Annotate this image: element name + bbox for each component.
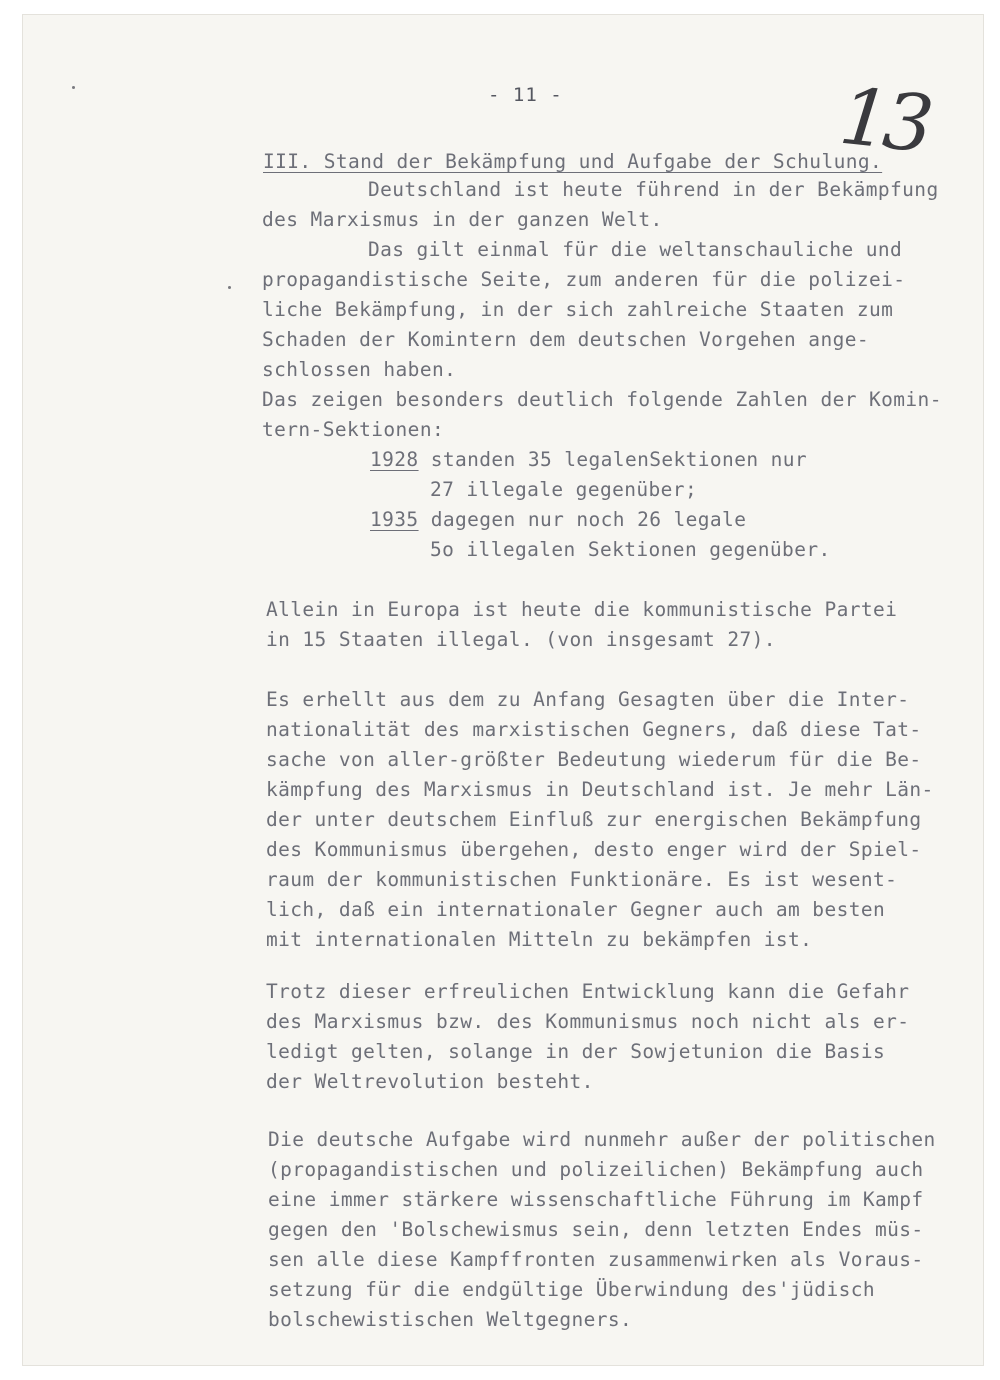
paper-speck	[228, 286, 231, 289]
text-line: Schaden der Komintern dem deutschen Vorgehen ange-	[262, 328, 869, 351]
document-page	[22, 14, 984, 1366]
text-line: der unter deutschem Einfluß zur energischen Bekämpfung	[266, 808, 922, 831]
handwritten-folio-number: 13	[835, 71, 932, 171]
text-line: des Kommunismus übergehen, desto enger wird der Spiel-	[266, 838, 922, 861]
text-line: sache von aller-größter Bedeutung wiederum für die Be-	[266, 748, 922, 771]
text-line: Trotz dieser erfreulichen Entwicklung kann die Gefahr	[266, 980, 910, 1003]
text-line: der Weltrevolution besteht.	[266, 1070, 594, 1093]
stat-text: dagegen nur noch 26 legale	[418, 508, 747, 531]
text-line: Deutschland ist heute führend in der Bekämpfung	[368, 178, 939, 201]
text-line: lich, daß ein internationaler Gegner auch am besten	[266, 898, 886, 921]
stat-year: 1935	[370, 508, 419, 531]
stat-line-1928	[370, 450, 807, 470]
text-line: tern-Sektionen:	[262, 418, 445, 441]
stat-text: standen 35 legalenSektionen nur	[418, 448, 808, 471]
text-line: ledigt gelten, solange in der Sowjetunion die Basis	[266, 1040, 886, 1063]
text-line: bolschewistischen Weltgegners.	[268, 1308, 633, 1331]
page-number: - 11 -	[488, 84, 563, 106]
text-line: Die deutsche Aufgabe wird nunmehr außer der politischen	[268, 1128, 936, 1151]
text-line: gegen den 'Bolschewismus sein, denn letzten Endes müs-	[268, 1218, 924, 1241]
text-line: nationalität des marxistischen Gegners, daß diese Tat-	[266, 718, 922, 741]
text-line: schlossen haben.	[262, 358, 457, 381]
text-line: setzung für die endgültige Überwindung des'jüdisch	[268, 1278, 875, 1301]
text-line: liche Bekämpfung, in der sich zahlreiche Staaten zum	[262, 298, 894, 321]
text-line: (propagandistischen und polizeilichen) Bekämpfung auch	[268, 1158, 924, 1181]
text-line: des Marxismus bzw. des Kommunismus noch nicht als er-	[266, 1010, 910, 1033]
stat-text: 5o illegalen Sektionen gegenüber.	[430, 538, 831, 561]
text-line: Das gilt einmal für die weltanschauliche und	[368, 238, 903, 261]
text-line: mit internationalen Mitteln zu bekämpfen ist.	[266, 928, 813, 951]
paper-speck	[72, 86, 75, 89]
stat-text: 27 illegale gegenüber;	[430, 478, 698, 501]
text-line: in 15 Staaten illegal. (von insgesamt 27).	[266, 628, 776, 651]
text-line: Das zeigen besonders deutlich folgende Zahlen der Komin-	[262, 388, 942, 411]
section-heading: III. Stand der Bekämpfung und Aufgabe der Schulung.	[263, 150, 883, 173]
stat-year: 1928	[370, 448, 419, 471]
text-line: raum der kommunistischen Funktionäre. Es ist wesent-	[266, 868, 898, 891]
text-line: sen alle diese Kampffronten zusammenwirken als Voraus-	[268, 1248, 924, 1271]
stat-line-1935	[370, 510, 746, 530]
text-line: kämpfung des Marxismus in Deutschland ist. Je mehr Län-	[266, 778, 934, 801]
text-line: Es erhellt aus dem zu Anfang Gesagten über die Inter-	[266, 688, 910, 711]
text-line: des Marxismus in der ganzen Welt.	[262, 208, 663, 231]
text-line: eine immer stärkere wissenschaftliche Führung im Kampf	[268, 1188, 924, 1211]
text-line: propagandistische Seite, zum anderen für die polizei-	[262, 268, 906, 291]
text-line: Allein in Europa ist heute die kommunistische Partei	[266, 598, 898, 621]
